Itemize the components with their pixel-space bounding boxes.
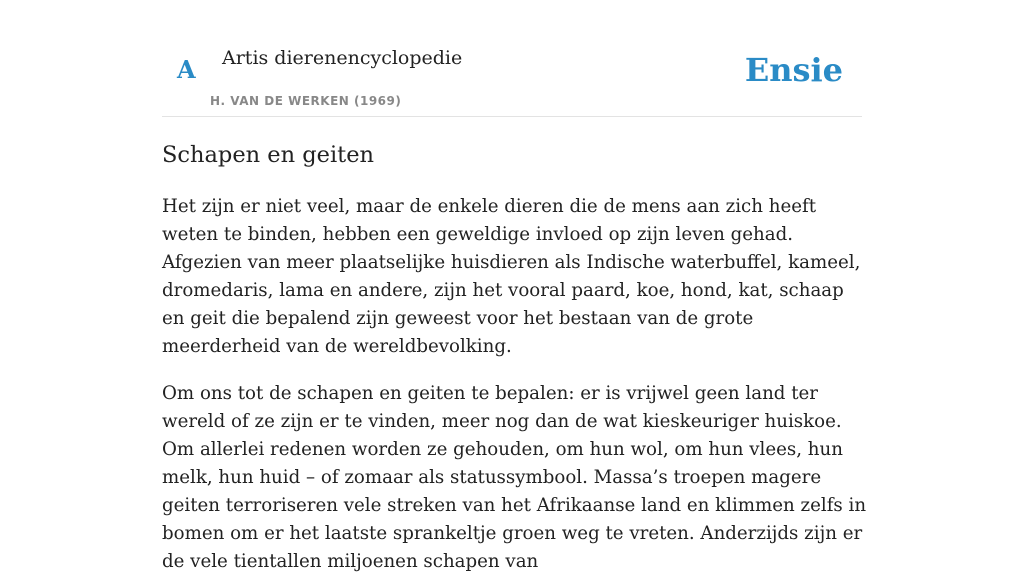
book-author: H. VAN DE WERKEN (1969) xyxy=(210,94,402,108)
ensie-logo[interactable]: Ensie xyxy=(744,51,843,89)
article xyxy=(162,116,868,576)
book-header xyxy=(162,0,862,117)
article-title: Schapen en geiten xyxy=(162,142,375,168)
book-letter-logo[interactable]: A xyxy=(177,55,196,84)
book-title[interactable]: Artis dierenencyclopedie xyxy=(222,47,463,69)
article-paragraph: Het zijn er niet veel, maar de enkele dieren die de mens aan zich heeft weten te binden, hebben een geweldige invloed op zijn leven gehad. Afgezien van meer plaatselijke huisdieren als Indische waterbuffel, kameel, dromedaris, lama en andere, zijn het vooral paard, koe, hond, kat, schaap en geit die bepalend zijn geweest voor het bestaan van de grote meerderheid van de wereldbevolking. xyxy=(162,196,861,357)
article-paragraph: Om ons tot de schapen en geiten te bepalen: er is vrijwel geen land ter wereld of ze zijn er te vinden, meer nog dan de wat kieskeuriger huiskoe. Om allerlei redenen worden ze gehouden, om hun wol, om hun vlees, hun melk, hun huid – of zomaar als statussymbool. Massa’s troepen magere geiten terroriseren vele streken van het Afrikaanse land en klimmen zelfs in bomen om er het laatste sprankeltje groen weg te vreten. Anderzijds zijn er de vele tientallen miljoenen schapen van xyxy=(162,383,867,572)
